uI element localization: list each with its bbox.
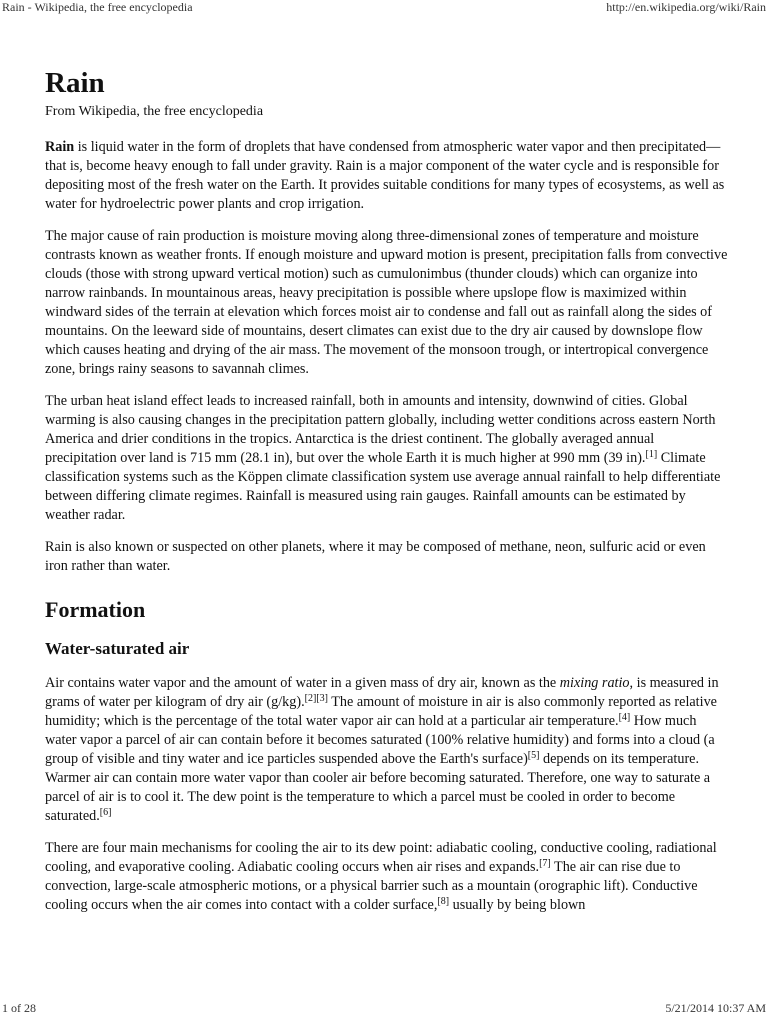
print-header [0,0,768,15]
citation-1[interactable]: [1] [645,449,658,460]
article-subtitle: From Wikipedia, the free encyclopedia [45,104,264,119]
paragraph-cooling-mechanisms [45,839,728,915]
bold-term-rain: Rain [45,139,75,155]
print-footer [0,1001,768,1016]
citation-2-3[interactable]: [2][3] [304,693,328,704]
citation-4[interactable]: [4] [618,712,631,723]
paragraph-cooling-text-c: usually by being blown [449,897,586,913]
header-url: http://en.wikipedia.org/wiki/Rain [606,0,766,14]
paragraph-cooling-text-b: The air can rise due to convection, large-scale atmospheric motions, or a physical barrier such as a mountain (orographic lift). Conductive cooling occurs when the air comes into contact with a colder surface, [45,859,698,913]
footer-page-count: 1 of 28 [2,1001,36,1015]
footer-datetime: 5/21/2014 10:37 AM [665,1001,766,1015]
subsection-heading-water-saturated-air: Water-saturated air [45,639,190,658]
paragraph-other-planets: Rain is also known or suspected on other planets, where it may be composed of methane, neon, sulfuric acid or even iron rather than water. [45,539,706,574]
paragraph-water-vapor-text-a: Air contains water vapor and the amount of water in a given mass of dry air, known as the [45,675,560,691]
paragraph-water-vapor-text-e: depends on its temperature. Warmer air can contain more water vapor than cooler air before becoming saturated. Therefore, one way to saturate a parcel of air is to cool it. The dew point is the temperature to which a parcel must be cooled in order to become saturated. [45,751,711,824]
paragraph-urban-heat [45,392,728,525]
section-heading-formation: Formation [45,597,146,622]
paragraph-cooling-text-a: There are four main mechanisms for cooling the air to its dew point: adiabatic cooling, conductive cooling, radiational cooling, and evaporative cooling. Adiabatic cooling occurs when air rises and expands. [45,840,717,875]
paragraph-intro [45,138,728,214]
paragraph-causes: The major cause of rain production is moisture moving along three-dimensional zones of temperature and moisture contrasts known as weather fronts. If enough moisture and upward motion is present, precipitation falls from convective clouds (those with strong upward vertical motion) such as cumulonimbus (thunder clouds) which can organize into narrow rainbands. In mountainous areas, heavy precipitation is possible where upslope flow is maximized within windward sides of the terrain at elevation which forces moist air to condense and fall out as rainfall along the sides of mountains. On the leeward side of mountains, desert climates can exist due to the dry air caused by downslope flow which causes heating and drying of the air mass. The movement of the monsoon trough, or intertropical convergence zone, brings rainy seasons to savannah climes. [45,228,728,377]
article-title: Rain [45,67,105,99]
article-content [45,66,728,928]
paragraph-water-vapor-text-d: How much water vapor a parcel of air can contain before it becomes saturated (100% relative humidity) and forms into a cloud (a group of visible and tiny water and ice particles suspended above the Earth's surface) [45,713,715,767]
citation-6[interactable]: [6] [99,807,112,818]
header-page-title: Rain - Wikipedia, the free encyclopedia [2,0,193,14]
citation-5[interactable]: [5] [527,750,540,761]
paragraph-water-vapor [45,674,728,826]
italic-mixing-ratio: mixing ratio [559,675,630,691]
citation-8[interactable]: [8] [437,896,450,907]
citation-7[interactable]: [7] [539,858,551,869]
paragraph-urban-heat-text-b: Climate classification systems such as the Köppen climate classification system use average annual rainfall to help differentiate between differing climate regimes. Rainfall is measured using rain gauges. Rainfall amounts can be estimated by weather radar. [45,450,721,523]
paragraph-intro-text: is liquid water in the form of droplets that have condensed from atmospheric water vapor and then precipitated—that is, become heavy enough to fall under gravity. Rain is a major component of the water cycle and is responsible for depositing most of the fresh water on the Earth. It provides suitable conditions for many types of ecosystems, as well as water for hydroelectric power plants and crop irrigation. [45,139,725,212]
paragraph-water-vapor-text-c: The amount of moisture in air is also commonly reported as relative humidity; which is the percentage of the total water vapor air can hold at a particular air temperature. [45,694,717,729]
paragraph-water-vapor-text-b: , is measured in grams of water per kilogram of dry air (g/kg). [45,675,719,710]
paragraph-urban-heat-text-a: The urban heat island effect leads to increased rainfall, both in amounts and intensity, downwind of cities. Global warming is also causing changes in the precipitation pattern globally, including wetter conditions across eastern North America and drier conditions in the tropics. Antarctica is the driest continent. The globally averaged annual precipitation over land is 715 mm (28.1 in), but over the whole Earth it is much higher at 990 mm (39 in). [45,393,716,466]
